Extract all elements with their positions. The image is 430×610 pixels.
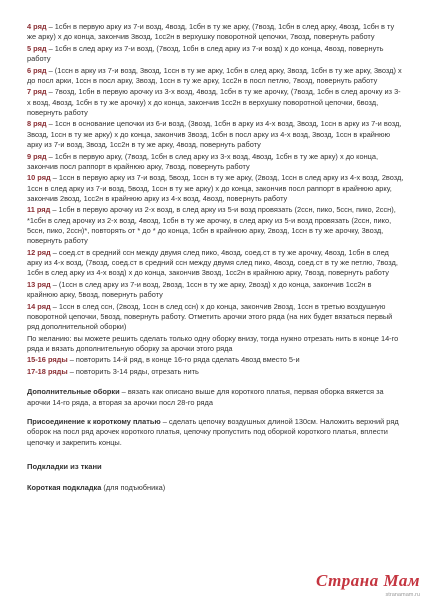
row-text: – 1сбн в первую арочку из 2-х возд, в след арку из 5-и возд провязать (2ссн, пико, 5ссн, пико, 2ссн), *1сбн в след арочку из 2-х возд, 4возд, 1сбн в ту же арочку, в след арку из 5-и возд провязать (2ссн, пико, 5ссн, пико, 2ссн)*, повторять от * до * до конца, 1сбн в крайнюю арку, 2возд, 1ссн в ту же арочку, 3возд, повернуть работу <box>27 205 396 246</box>
attach-label: Присоединение к короткому платью <box>27 417 161 427</box>
row-label: 13 ряд <box>27 279 51 289</box>
row-label: 12 ряд <box>27 247 51 257</box>
row-label: 8 ряд <box>27 119 47 129</box>
pattern-row <box>27 22 404 43</box>
row-label: 11 ряд <box>27 205 51 215</box>
extra-frills-label: Дополнительные оборки <box>27 387 120 397</box>
pattern-row <box>27 280 404 301</box>
row-label: 14 ряд <box>27 301 51 311</box>
pattern-row <box>27 205 404 246</box>
pattern-row <box>27 44 404 65</box>
row-text: – (1ссн в след арку из 7-и возд, 2возд, 1ссн в ту же арку, 2возд) х до конца, закончив 1сс2н в крайнюю арку, 5возд, повернуть работу <box>27 279 372 300</box>
row-text: – 1сбн в первую арку из 7-и возд, 4возд, 1сбн в ту же арку, (7возд, 1сбн в след арку, 4возд, 1сбн в ту же арку) х до конца, закончив 3возд, 1сс2н в верхушку поворотной цепочки, 7возд, повернуть работу <box>27 22 395 42</box>
spacer <box>27 448 404 461</box>
watermark-brand: Страна Мам <box>315 571 420 590</box>
pattern-row <box>27 173 404 204</box>
row-label: 6 ряд <box>27 65 47 75</box>
watermark-url: stranamam.ru <box>385 592 420 598</box>
watermark <box>316 571 420 598</box>
pattern-row <box>27 302 404 333</box>
row-text: – (1ссн в арку из 7-и возд, 3возд, 1ссн в ту же арку, 1сбн в след арку, 3возд, 1сбн в ту же арку, 3возд) х до посл арки, 1ссн в посл арку, 3возд, 1ссн в ту же арку, 1сс2н в посл петлю, 7возд, повернуть работу <box>27 65 402 85</box>
pattern-row <box>27 355 404 365</box>
pattern-row <box>27 66 404 87</box>
short-lining-heading <box>27 483 404 493</box>
pattern-rows <box>27 22 404 377</box>
extra-frills-text: – вязать как описано выше для короткого платья, первая оборка вяжется за арочки 14-го ряда, а вторая за арочки посл 28-го ряда <box>27 387 384 407</box>
row-label: 17-18 ряды <box>27 366 68 376</box>
row-text: – 1ссн в след ссн, (2возд, 1ссн в след ссн) х до конца, закончив 2возд, 1ссн в третью воздушную поворотной цепочки, 5возд, повернуть работу. Отметить арочки этого ряда (на них будет вязаться первый ряд дополнительной оборки) <box>27 301 393 332</box>
attach-text: – сделать цепочку воздушных длиной 130см. Наложить верхний ряд оборок на посл ряд арочек короткого платья, цепочку пропустить под оборкой короткого платья, вплести цепочку и закрепить концы. <box>27 417 399 447</box>
row-label: 9 ряд <box>27 151 47 161</box>
row-text: – повторить 3-14 ряды, отрезать нить <box>67 366 199 376</box>
row-label: 10 ряд <box>27 173 51 183</box>
pattern-row <box>27 87 404 118</box>
row-text: – соед.ст в средний ссн между двумя след пико, 4возд, соед.ст в ту же арочку, 4возд, 1сбн в след арку из 4-х возд, (7возд, соед.ст в средний ссн между двумя след пико, 4возд, соед.ст в ту же петлю, 7возд, 1сбн в след арку из 4-х возд) х до конца, закончив 3возд, 1сс2н в крайнюю арку, 7возд, повернуть работу <box>27 247 398 278</box>
spacer <box>27 408 404 417</box>
pattern-row <box>27 367 404 377</box>
row-text: – повторить 14-й ряд, в конце 16-го ряда сделать 4возд вместо 5-и <box>67 355 300 365</box>
row-text: По желанию: вы можете решить сделать только одну оборку внизу, тогда нужно отрезать нить в конце 14-го ряда и вязать дополнительную оборку за арочки этого ряда <box>27 333 399 353</box>
row-label: 4 ряд <box>27 22 47 31</box>
short-lining-note: (для подъюбника) <box>101 482 166 492</box>
row-text: – 7возд, 1сбн в первую арочку из 3-х возд, 4возд, 1сбн в ту же арочку, (7возд, 1сбн в след арочку из 3-х возд, 4возд, 1сбн в ту же арочку) х до конца, закончив 1сс2н в верхушку поворотной цепочки, 6возд, повернуть работу <box>27 87 401 117</box>
pattern-row <box>27 152 404 173</box>
spacer <box>27 472 404 483</box>
attach-paragraph <box>27 417 404 448</box>
extra-frills-paragraph <box>27 387 404 408</box>
lining-title: Подкладки из ткани <box>27 461 102 471</box>
row-text: – 1сбн в след арку из 7-и возд, (7возд, 1сбн в след арку из 7-и возд) х до конца, 4возд, повернуть работу <box>27 43 384 64</box>
pattern-note <box>27 334 404 355</box>
short-lining-label: Короткая подкладка <box>27 482 102 492</box>
pattern-row <box>27 248 404 279</box>
row-label: 15-16 ряды <box>27 355 68 365</box>
spacer <box>27 378 404 387</box>
row-text: – 1ссн в первую арку из 7-и возд, 5возд, 1ссн в ту же арку, (2возд, 1ссн в след арку из 4-х возд, 2возд, 1ссн в след арку из 7-и возд, 5возд, 1ссн в ту же арку) х до конца, закончив посл раппорт в крайнюю арку, закончив 2возд, 1сс2н в крайнюю арку из 4-х возд, 4возд, повернуть работу <box>27 173 404 203</box>
row-text: – 1ссн в основание цепочки из 6-и возд, (3возд, 1сбн в арку из 4-х возд, 3возд, 1ссн в арку из 7-и возд, 3возд, 1ссн в ту же арку) х до конца, закончив 3возд, 1сбн в посл арку из 4-х возд, 3возд, 1ссн в крайнюю арку из 7-и возд, 3возд, 1сс2н в ту же арку, 4возд, повернуть работу <box>27 119 402 150</box>
row-text: – 1сбн в первую арку, (7возд, 1сбн в след арку из 3-х возд, 4возд, 1сбн в ту же арку) х до конца, закончив посл раппорт в крайнюю арку, 7возд, повернуть работу <box>27 151 379 171</box>
row-label: 5 ряд <box>27 43 47 53</box>
row-label: 7 ряд <box>27 87 47 97</box>
pattern-row <box>27 119 404 150</box>
